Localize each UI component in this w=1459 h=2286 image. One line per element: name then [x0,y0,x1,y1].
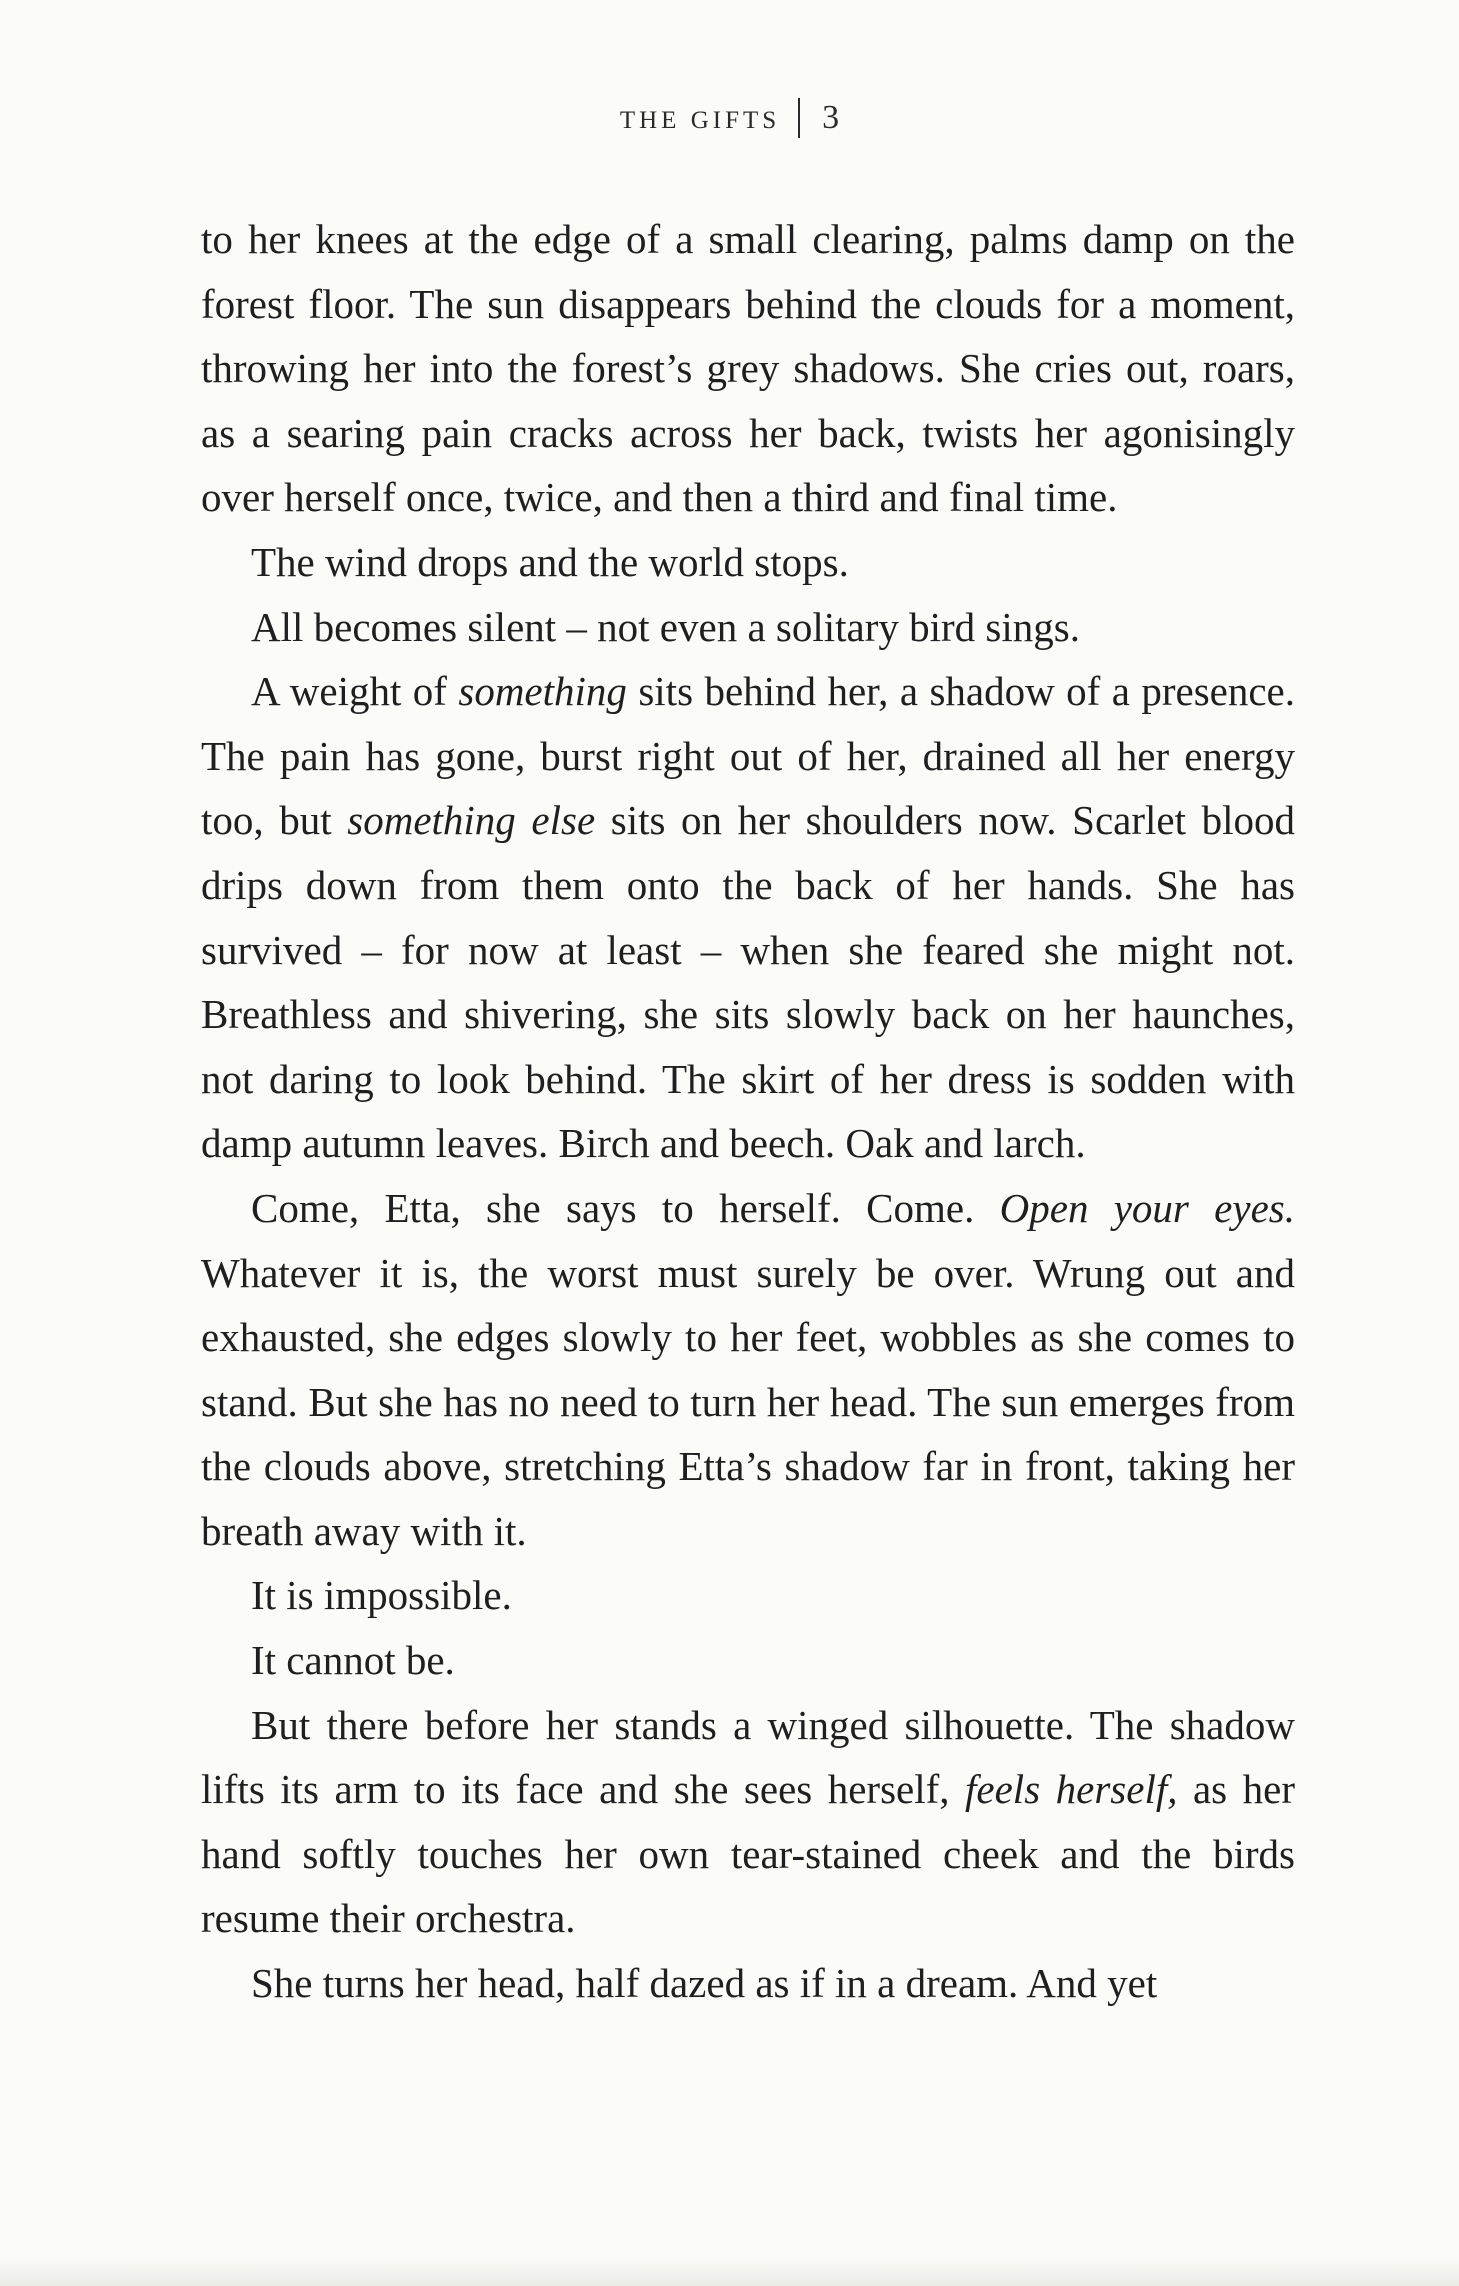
body-text [201,207,1295,2016]
paragraph [201,1693,1295,1951]
paragraph [201,1176,1295,1564]
page-number: 3 [822,99,840,136]
italic-text: feels herself, [965,1766,1178,1813]
paragraph-text: The wind drops and the world stops. [251,538,849,585]
page-edge-shadow [0,2256,1459,2286]
paragraph [201,659,1295,1176]
paragraph-text: Come, Etta, she says to herself. Come. [251,1184,1000,1231]
running-header [0,98,1459,138]
paragraph-text: She turns her head, half dazed as if in a dream. And yet [251,1960,1158,2007]
paragraph [201,595,1295,660]
paragraph-text: A weight of [251,668,459,715]
paragraph-text: sits on her shoulders now. Scarlet blood drips down from them onto the back of her hands. She has survived – for now at least – when she feared she might not. Breathless and shivering, she sits slowly back on her haunches, not daring to look behind. The skirt of her dress is sodden with damp autumn leaves. Birch and beech. Oak and larch. [201,797,1295,1167]
paragraph [201,1951,1295,2016]
paragraph [201,1563,1295,1628]
paragraph-text: All becomes silent – not even a solitary bird sings. [251,603,1080,650]
paragraph [201,530,1295,595]
paragraph [201,1628,1295,1693]
paragraph-text: to her knees at the edge of a small clearing, palms damp on the forest floor. The sun disappears behind the clouds for a moment, throwing her into the forest’s grey shadows. She cries out, roars, as a searing pain cracks across her back, twists her agonisingly over herself once, twice, and then a third and final time. [201,216,1295,521]
paragraph-text: It cannot be. [251,1637,455,1684]
italic-text: something [458,668,627,715]
header-separator [798,98,800,138]
paragraph-text: sits behind her, a shadow of a presence. The pain has gone, burst right out of her, drained all her energy too, but [201,668,1295,844]
paragraph [201,207,1295,530]
italic-text: Open your eyes. [999,1184,1295,1231]
paragraph-text: Whatever it is, the worst must surely be over. Wrung out and exhausted, she edges slowly to her feet, wobbles as she comes to stand. But she has no need to turn her head. The sun emerges from the clouds above, stretching Etta’s shadow far in front, taking her breath away with it. [201,1249,1295,1554]
paragraph-text: It is impossible. [251,1572,512,1619]
italic-text: something else [347,797,596,844]
running-header-title: THE GIFTS [619,107,781,134]
paragraph-text: But there before her stands a winged silhouette. The shadow lifts its arm to its face and she sees herself, [201,1701,1295,1813]
paragraph-text: as her hand softly touches her own tear-stained cheek and the birds resume their orchestra. [201,1766,1295,1942]
